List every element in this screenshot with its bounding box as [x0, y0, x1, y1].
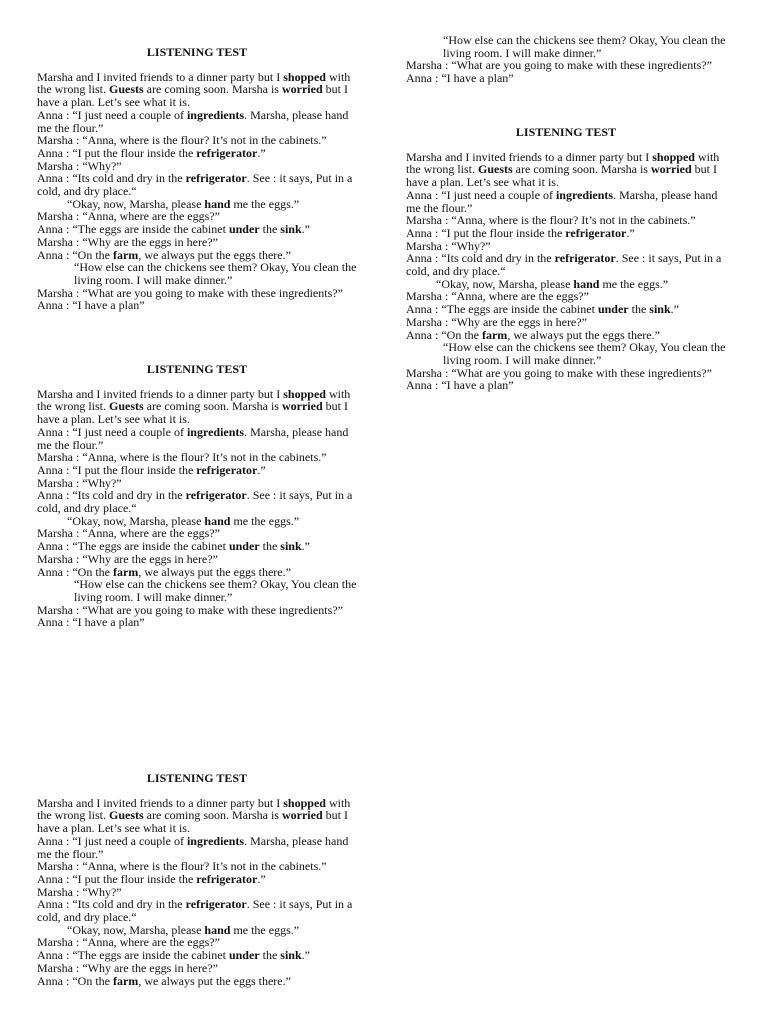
keyword: under [228, 222, 260, 237]
dialogue-line [37, 578, 357, 603]
line-text: the [628, 302, 650, 317]
line-text: Anna : “I just need a couple of [37, 424, 187, 439]
line-text: the [259, 539, 281, 554]
keyword: farm [112, 973, 139, 988]
line-text: but I have a plan. Let’s see what it is. [406, 162, 717, 190]
line-text: “How else can the chickens see them? Okay, You clean the living room. I will make dinner.” [74, 577, 357, 604]
line-text: . See : it says, Put in a cold, and dry place.“ [37, 897, 353, 925]
line-text: Anna : “I have a plan” [37, 298, 145, 313]
keyword: Guests [109, 808, 144, 823]
dialogue-line [37, 797, 357, 835]
line-text: “Okay, now, Marsha, please [67, 922, 205, 937]
line-text: Anna : “I put the flour inside the [406, 225, 566, 240]
line-text: “How else can the chickens see them? Okay, You clean the living room. I will make dinner.” [443, 340, 726, 367]
line-text: Marsha : “Why?” [37, 158, 122, 173]
line-text: with the wrong list. [406, 149, 720, 177]
dialogue-line [37, 426, 357, 451]
line-text: “How else can the chickens see them? Okay, You clean the living room. I will make dinner.” [74, 260, 357, 287]
line-text: are coming soon. Marsha is [143, 808, 282, 823]
dialogue-line [37, 109, 357, 134]
line-text: , we always put the eggs there.” [138, 247, 291, 262]
line-text: me the eggs.” [230, 513, 300, 528]
line-text: me the eggs.” [599, 276, 669, 291]
keyword: hand [573, 276, 600, 291]
line-text: Anna : “I have a plan” [406, 71, 514, 86]
keyword: worried [281, 82, 323, 97]
line-text: with the wrong list. [37, 386, 351, 414]
dialogue-line [37, 835, 357, 860]
keyword: sink [280, 539, 302, 554]
dialogue-line [37, 299, 357, 312]
line-text: Marsha and I invited friends to a dinner party but I [406, 149, 653, 164]
line-text: . Marsha, please hand me the flour.” [37, 833, 349, 861]
keyword: refrigerator [185, 488, 247, 503]
line-text: Anna : “Its cold and dry in the [406, 251, 555, 266]
line-text: Marsha : “What are you going to make with these ingredients?” [406, 58, 712, 73]
line-text: , we always put the eggs there.” [138, 564, 291, 579]
line-text: . See : it says, Put in a cold, and dry place.“ [37, 171, 353, 199]
line-text: .” [301, 222, 310, 237]
line-text: .” [670, 302, 679, 317]
keyword: worried [281, 399, 323, 414]
line-text: Marsha : “Anna, where is the flour? It’s not in the cabinets.” [37, 133, 327, 148]
line-text: Marsha : “Anna, where are the eggs?” [37, 209, 220, 224]
dialogue-line [37, 616, 357, 629]
keyword: sink [280, 948, 302, 963]
line-text: Anna : “Its cold and dry in the [37, 897, 186, 912]
line-text: but I have a plan. Let’s see what it is. [37, 399, 348, 427]
keyword: refrigerator [185, 897, 247, 912]
keyword: farm [112, 564, 139, 579]
dialogue-line [37, 898, 357, 923]
line-text: me the eggs.” [230, 196, 300, 211]
line-text: Marsha : “Why are the eggs in here?” [406, 314, 587, 329]
dialogue-line [37, 489, 357, 514]
keyword: worried [650, 162, 692, 177]
block-title: LISTENING TEST [515, 125, 617, 139]
line-text: Anna : “I just need a couple of [37, 107, 187, 122]
line-text: , we always put the eggs there.” [507, 327, 660, 342]
keyword: sink [649, 302, 671, 317]
line-text: .” [257, 462, 266, 477]
dialogue-line [37, 71, 357, 109]
test-block-left-middle [37, 363, 357, 629]
line-text: Marsha and I invited friends to a dinner party but I [37, 386, 284, 401]
keyword: ingredients [555, 187, 614, 202]
keyword: sink [280, 222, 302, 237]
test-block-right-continuation [406, 34, 726, 85]
line-text: Anna : “I put the flour inside the [37, 462, 197, 477]
dialogue-line [406, 189, 726, 214]
line-text: , we always put the eggs there.” [138, 973, 291, 988]
block-title: LISTENING TEST [146, 362, 248, 376]
dialogue-line [406, 151, 726, 189]
keyword: hand [204, 922, 231, 937]
line-text: .” [301, 539, 310, 554]
keyword: refrigerator [196, 871, 258, 886]
line-text: Marsha : “Anna, where is the flour? It’s not in the cabinets.” [37, 450, 327, 465]
line-text: but I have a plan. Let’s see what it is. [37, 808, 348, 836]
line-text: Marsha : “What are you going to make with these ingredients?” [37, 602, 343, 617]
line-text: are coming soon. Marsha is [512, 162, 651, 177]
keyword: under [597, 302, 629, 317]
line-text: “Okay, now, Marsha, please [67, 196, 205, 211]
keyword: shopped [283, 386, 326, 401]
line-text: Marsha : “Anna, where are the eggs?” [37, 935, 220, 950]
line-text: Anna : “I have a plan” [37, 615, 145, 630]
line-text: the [259, 222, 281, 237]
line-text: Anna : “On the [37, 247, 113, 262]
keyword: refrigerator [554, 251, 616, 266]
line-text: . Marsha, please hand me the flour.” [37, 424, 349, 452]
dialogue-line [406, 252, 726, 277]
line-text: Anna : “I put the flour inside the [37, 145, 197, 160]
dialogue-line [406, 341, 726, 366]
line-text: Marsha : “What are you going to make with these ingredients?” [406, 365, 712, 380]
block-title: LISTENING TEST [146, 45, 248, 59]
line-text: .” [626, 225, 635, 240]
line-text: Anna : “The eggs are inside the cabinet [37, 948, 229, 963]
keyword: under [228, 539, 260, 554]
line-text: “How else can the chickens see them? Okay, You clean the living room. I will make dinner.” [443, 33, 726, 60]
line-text: Anna : “I just need a couple of [406, 187, 556, 202]
keyword: ingredients [186, 424, 245, 439]
dialogue-line [37, 261, 357, 286]
dialogue-line [37, 172, 357, 197]
line-text: Marsha : “Anna, where is the flour? It’s not in the cabinets.” [406, 213, 696, 228]
line-text: Marsha : “Anna, where are the eggs?” [406, 289, 589, 304]
keyword: worried [281, 808, 323, 823]
line-text: me the eggs.” [230, 922, 300, 937]
line-text: . See : it says, Put in a cold, and dry place.“ [37, 488, 353, 516]
line-text: are coming soon. Marsha is [143, 82, 282, 97]
line-text: with the wrong list. [37, 795, 351, 823]
line-text: Marsha : “Anna, where is the flour? It’s not in the cabinets.” [37, 859, 327, 874]
line-text: Anna : “Its cold and dry in the [37, 171, 186, 186]
line-text: . See : it says, Put in a cold, and dry place.“ [406, 251, 722, 279]
test-block-left-top [37, 46, 357, 312]
line-text: Marsha and I invited friends to a dinner party but I [37, 795, 284, 810]
keyword: refrigerator [196, 145, 258, 160]
line-text: but I have a plan. Let’s see what it is. [37, 82, 348, 110]
dialogue-line [406, 34, 726, 59]
keyword: farm [112, 247, 139, 262]
keyword: refrigerator [565, 225, 627, 240]
line-text: Marsha : “What are you going to make with these ingredients?” [37, 285, 343, 300]
keyword: ingredients [186, 833, 245, 848]
keyword: Guests [478, 162, 513, 177]
line-text: Marsha : “Why are the eggs in here?” [37, 960, 218, 975]
line-text: .” [257, 145, 266, 160]
line-text: Marsha : “Why are the eggs in here?” [37, 551, 218, 566]
line-text: Anna : “On the [37, 973, 113, 988]
dialogue-line [406, 379, 726, 392]
line-text: are coming soon. Marsha is [143, 399, 282, 414]
keyword: Guests [109, 82, 144, 97]
line-text: .” [257, 871, 266, 886]
line-text: Anna : “I put the flour inside the [37, 871, 197, 886]
line-text: Anna : “On the [37, 564, 113, 579]
line-text: Anna : “The eggs are inside the cabinet [406, 302, 598, 317]
dialogue-line [406, 72, 726, 85]
test-block-right [406, 126, 726, 392]
block-title: LISTENING TEST [146, 771, 248, 785]
line-text: Anna : “I just need a couple of [37, 833, 187, 848]
line-text: Marsha : “Why?” [406, 238, 491, 253]
line-text: Marsha : “Anna, where are the eggs?” [37, 526, 220, 541]
keyword: Guests [109, 399, 144, 414]
keyword: ingredients [186, 107, 245, 122]
keyword: shopped [283, 795, 326, 810]
keyword: hand [204, 513, 231, 528]
test-block-left-bottom [37, 772, 357, 987]
keyword: farm [481, 327, 508, 342]
keyword: shopped [652, 149, 695, 164]
line-text: Marsha : “Why are the eggs in here?” [37, 234, 218, 249]
line-text: Anna : “On the [406, 327, 482, 342]
keyword: under [228, 948, 260, 963]
line-text: . Marsha, please hand me the flour.” [406, 187, 718, 215]
line-text: Anna : “The eggs are inside the cabinet [37, 539, 229, 554]
line-text: the [259, 948, 281, 963]
line-text: Anna : “Its cold and dry in the [37, 488, 186, 503]
keyword: refrigerator [196, 462, 258, 477]
dialogue-line [37, 388, 357, 426]
line-text: “Okay, now, Marsha, please [67, 513, 205, 528]
dialogue-line [37, 975, 357, 988]
line-text: with the wrong list. [37, 69, 351, 97]
line-text: .” [301, 948, 310, 963]
line-text: Anna : “I have a plan” [406, 378, 514, 393]
keyword: hand [204, 196, 231, 211]
line-text: Marsha : “Why?” [37, 884, 122, 899]
keyword: shopped [283, 69, 326, 84]
line-text: . Marsha, please hand me the flour.” [37, 107, 349, 135]
line-text: Marsha : “Why?” [37, 475, 122, 490]
line-text: Marsha and I invited friends to a dinner party but I [37, 69, 284, 84]
keyword: refrigerator [185, 171, 247, 186]
line-text: “Okay, now, Marsha, please [436, 276, 574, 291]
line-text: Anna : “The eggs are inside the cabinet [37, 222, 229, 237]
